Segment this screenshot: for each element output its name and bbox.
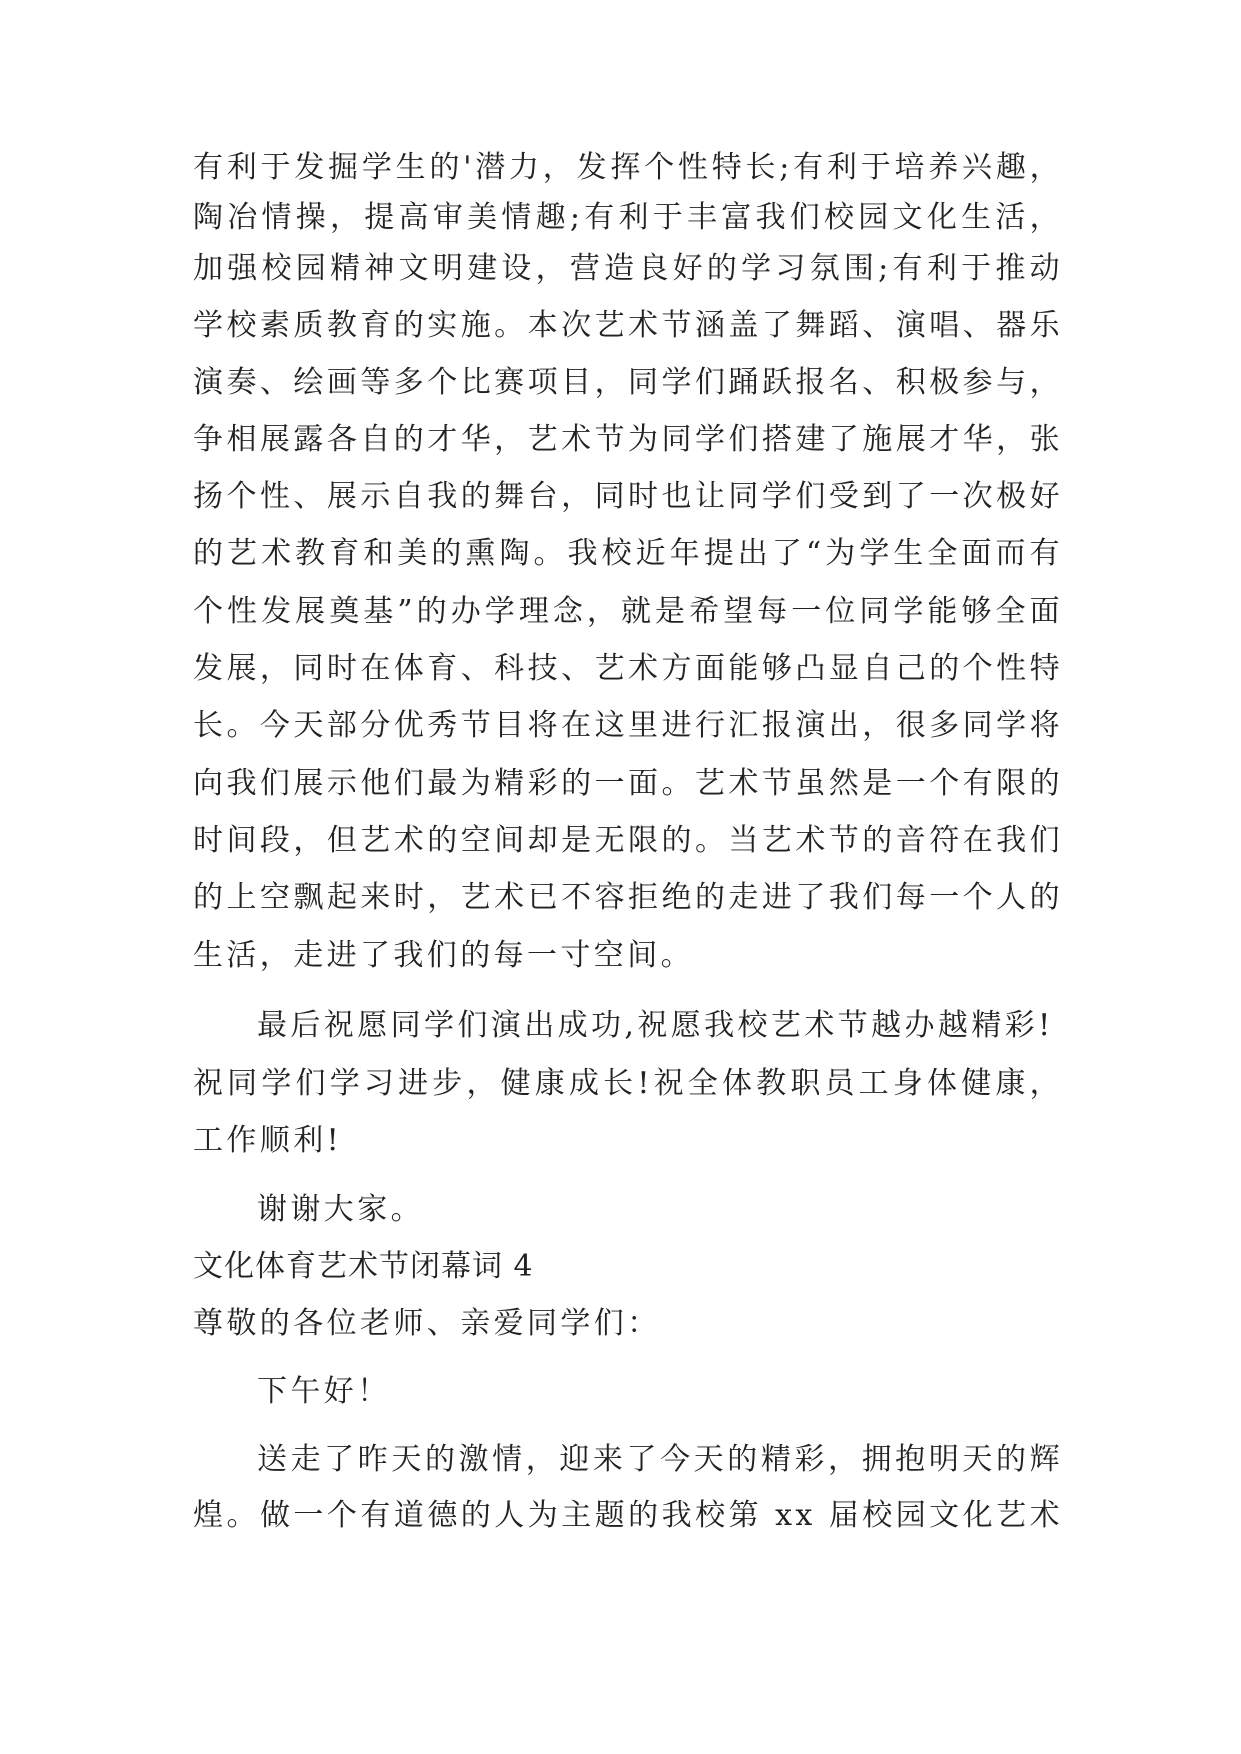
paragraph-line: 学校素质教育的实施。本次艺术节涵盖了舞蹈、演唱、器乐 [193, 308, 1063, 343]
paragraph-line: 最后祝愿同学们演出成功,祝愿我校艺术节越办越精彩! [257, 1008, 1054, 1043]
paragraph-line: 陶冶情操，提高审美情趣;有利于丰富我们校园文化生活， [193, 200, 1063, 235]
paragraph-line: 生活，走进了我们的每一寸空间。 [193, 938, 694, 973]
paragraph-line: 向我们展示他们最为精彩的一面。艺术节虽然是一个有限的 [193, 766, 1063, 801]
paragraph-line: 争相展露各自的才华，艺术节为同学们搭建了施展才华，张 [193, 422, 1063, 457]
paragraph-line: 送走了昨天的激情，迎来了今天的精彩，拥抱明天的辉 [257, 1442, 1063, 1477]
salutation: 尊敬的各位老师、亲爱同学们： [193, 1306, 661, 1341]
closing-thanks: 谢谢大家。 [257, 1192, 424, 1227]
paragraph-line: 演奏、绘画等多个比赛项目，同学们踊跃报名、积极参与， [193, 365, 1063, 400]
paragraph-line: 加强校园精神文明建设，营造良好的学习氛围;有利于推动 [193, 251, 1063, 286]
paragraph-line: 的艺术教育和美的熏陶。我校近年提出了“为学生全面而有 [193, 536, 1063, 571]
paragraph-line: 煌。做一个有道德的人为主题的我校第 xx 届校园文化艺术 [193, 1498, 1063, 1533]
paragraph-line: 祝同学们学习进步，健康成长!祝全体教职员工身体健康， [193, 1066, 1063, 1101]
paragraph-line: 个性发展奠基”的办学理念，就是希望每一位同学能够全面 [193, 594, 1063, 629]
paragraph-line: 发展，同时在体育、科技、艺术方面能够凸显自己的个性特 [193, 651, 1063, 686]
paragraph-line: 工作顺利! [193, 1123, 343, 1158]
paragraph-line: 有利于发掘学生的'潜力，发挥个性特长;有利于培养兴趣， [193, 150, 1063, 185]
section-title: 文化体育艺术节闭幕词 4 [193, 1249, 534, 1284]
paragraph-line: 长。今天部分优秀节目将在这里进行汇报演出，很多同学将 [193, 708, 1063, 743]
paragraph-line: 扬个性、展示自我的舞台，同时也让同学们受到了一次极好 [193, 479, 1063, 514]
paragraph-line: 时间段，但艺术的空间却是无限的。当艺术节的音符在我们 [193, 823, 1063, 858]
paragraph-line: 的上空飘起来时，艺术已不容拒绝的走进了我们每一个人的 [193, 880, 1063, 915]
greeting: 下午好！ [257, 1374, 391, 1409]
